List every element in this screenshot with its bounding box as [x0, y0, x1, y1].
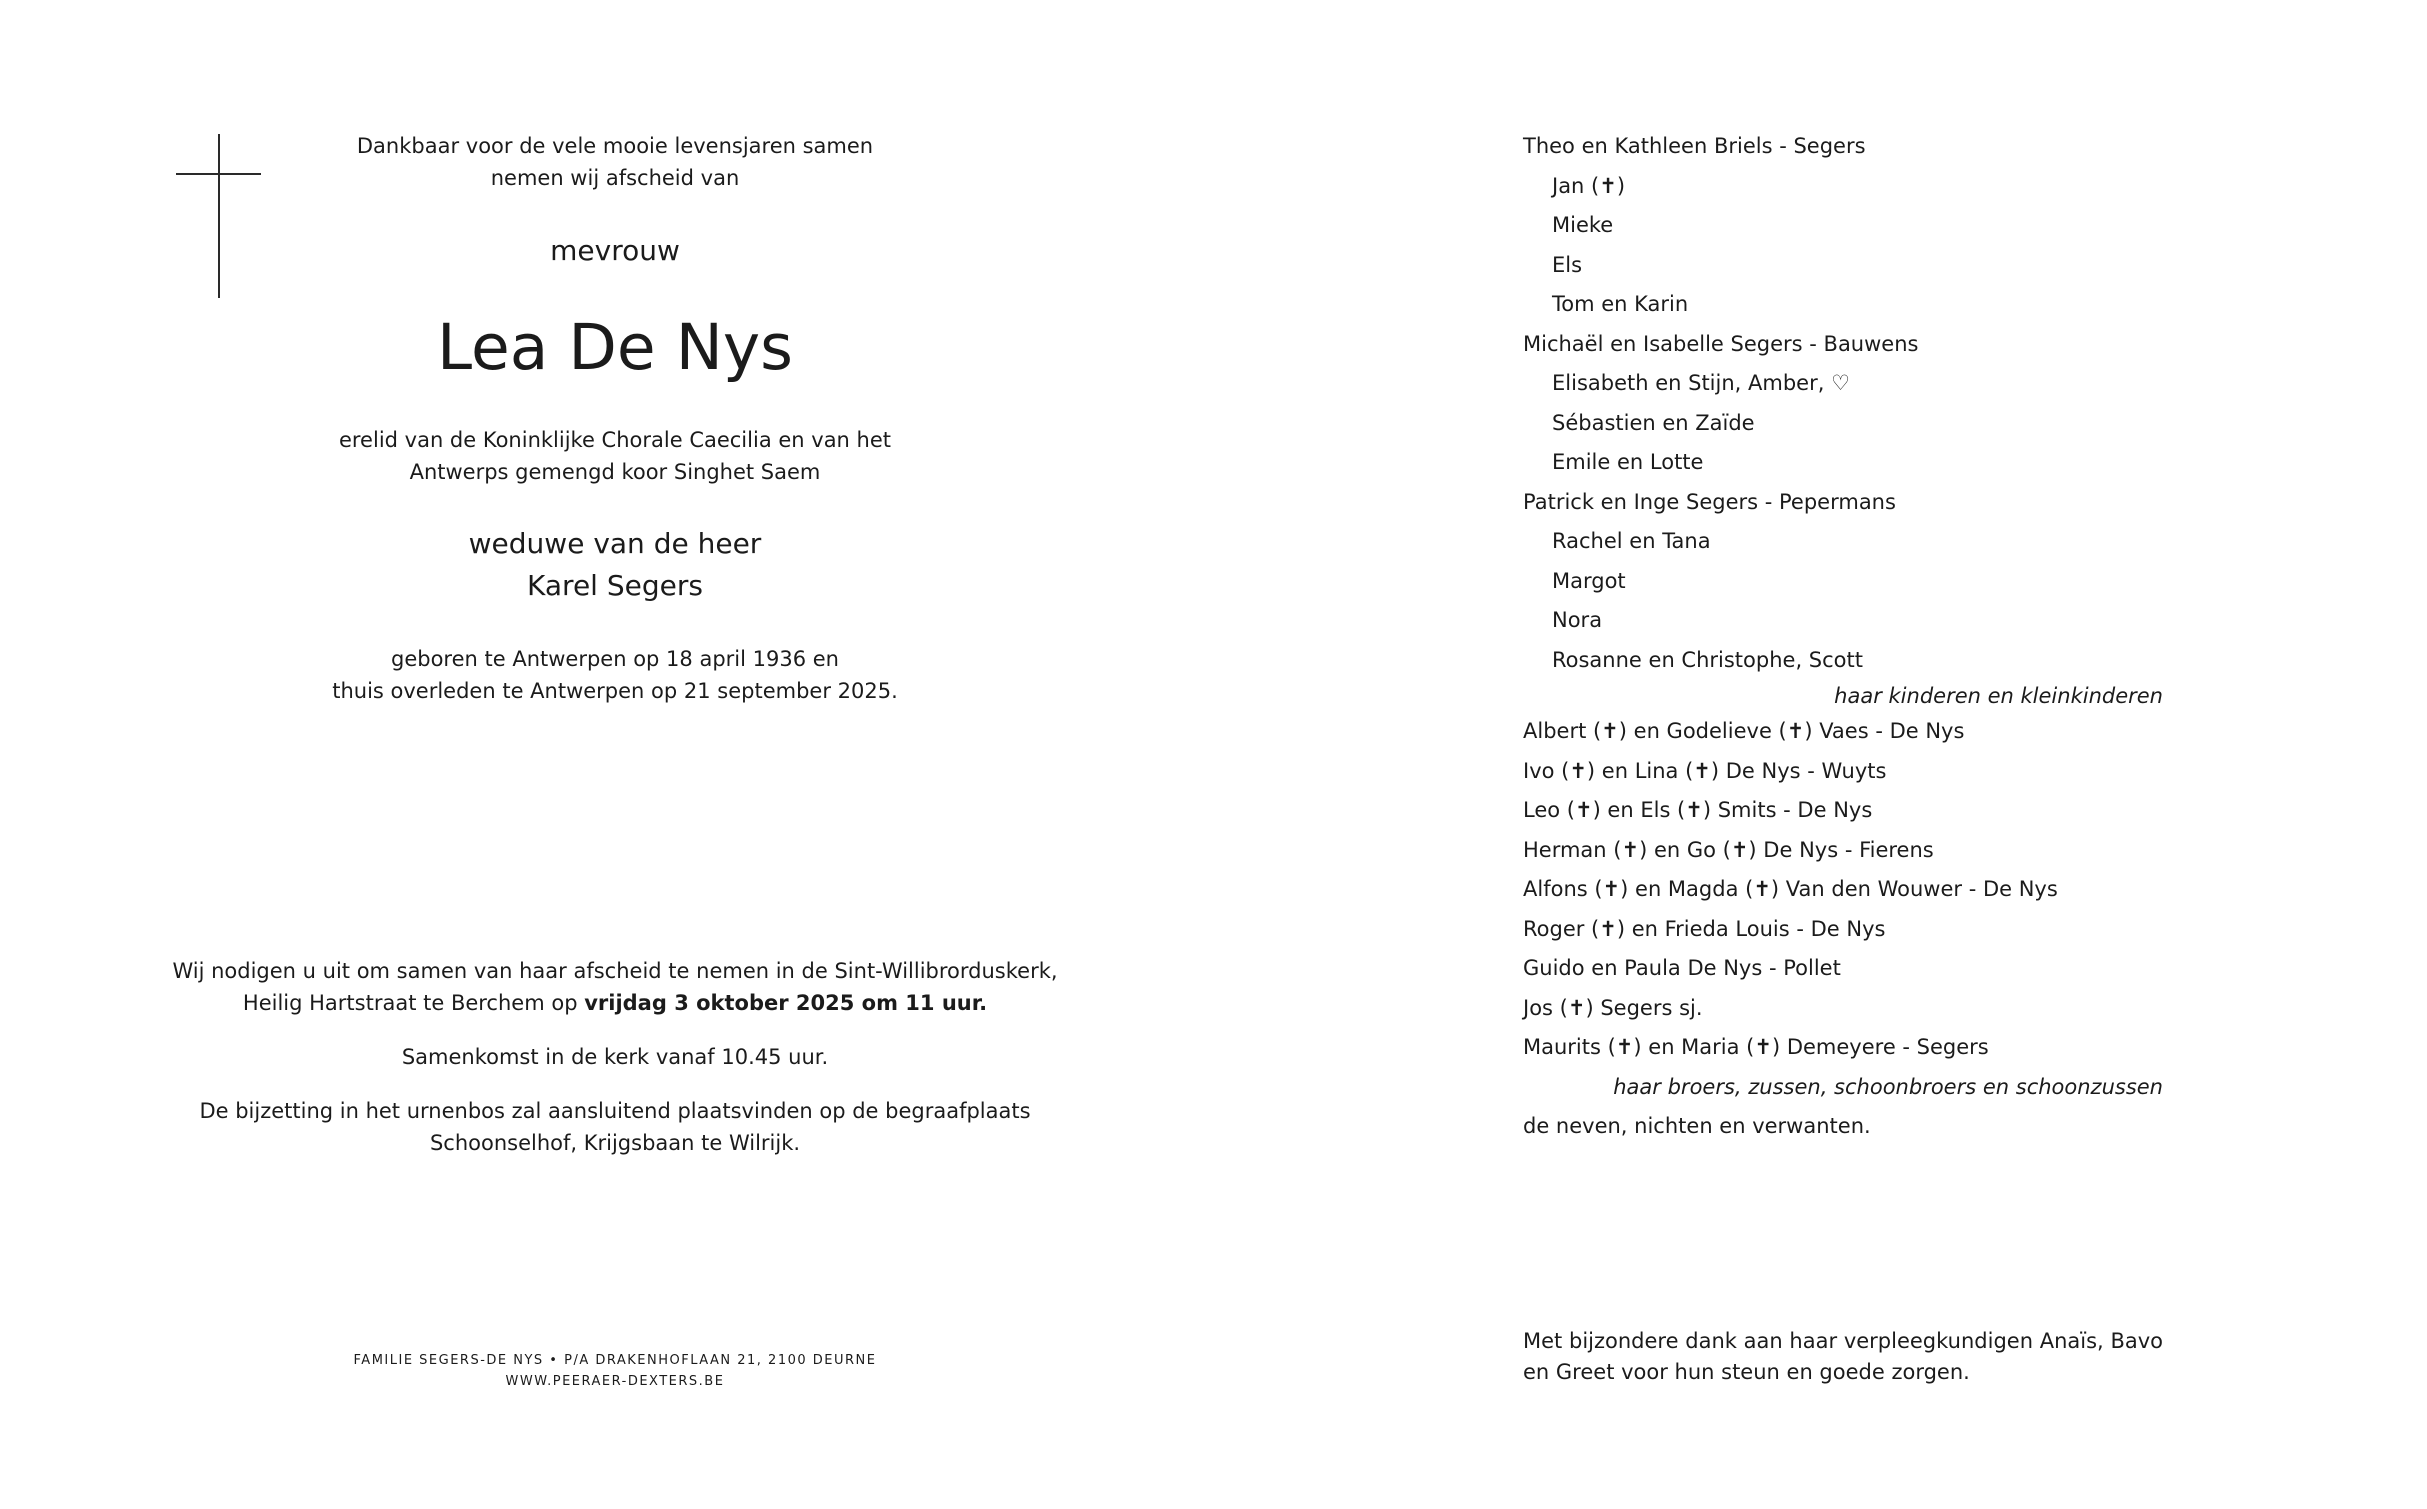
salutation: mevrouw — [550, 234, 680, 267]
sibling: Ivo (✝) en Lina (✝) De Nys - Wuyts — [1523, 758, 1887, 783]
intro-text — [160, 130, 1070, 194]
invitation-location: Heilig Hartstraat te Berchem op — [242, 991, 585, 1015]
widow-text — [160, 523, 1070, 607]
membership-line: Antwerps gemengd koor Singhet Saem — [409, 460, 821, 484]
membership-text — [160, 424, 1070, 488]
sibling: Roger (✝) en Frieda Louis - De Nys — [1523, 916, 1886, 941]
birth-death-text — [160, 643, 1070, 707]
footer-address: FAMILIE SEGERS-DE NYS • P/A DRAKENHOFLAAN 21, 2100 DEURNE — [353, 1353, 877, 1368]
siblings-note: haar broers, zussen, schoonbroers en schoonzussen — [1613, 1074, 2163, 1099]
deceased-name: Lea De Nys — [437, 311, 793, 384]
gathering-text: Samenkomst in de kerk vanaf 10.45 uur. — [401, 1045, 829, 1069]
family-member: Elisabeth en Stijn, Amber, ♡ — [1552, 371, 1850, 395]
family-member: Michaël en Isabelle Segers - Bauwens — [1523, 331, 1919, 356]
family-member: Nora — [1552, 608, 1603, 632]
children-note: haar kinderen en kleinkinderen — [1834, 684, 2163, 708]
family-member: Theo en Kathleen Briels - Segers — [1523, 134, 1866, 158]
footer — [160, 1350, 1070, 1392]
burial-text — [160, 1095, 1070, 1159]
relatives: de neven, nichten en verwanten. — [1523, 1114, 1871, 1138]
sibling: Leo (✝) en Els (✝) Smits - De Nys — [1523, 798, 1873, 822]
intro-line: nemen wij afscheid van — [490, 166, 740, 190]
invitation-line: Wij nodigen u uit om samen van haar afscheid te nemen in de Sint-Willibrorduskerk, — [172, 959, 1058, 983]
family-list — [1523, 127, 2163, 1147]
footer-website: WWW.PEERAER-DEXTERS.BE — [505, 1374, 725, 1389]
family-member: Mieke — [1552, 213, 1614, 237]
invitation-line — [160, 987, 1070, 1019]
family-member: Margot — [1552, 568, 1626, 593]
burial-line: De bijzetting in het urnenbos zal aansluitend plaatsvinden op de begraafplaats — [199, 1099, 1031, 1123]
invitation-text — [160, 955, 1070, 1019]
family-member: Patrick en Inge Segers - Pepermans — [1523, 489, 1896, 514]
family-member: Rachel en Tana — [1552, 529, 1711, 553]
family-member: Tom en Karin — [1552, 292, 1689, 316]
birth-line: geboren te Antwerpen op 18 april 1936 en — [391, 647, 839, 671]
family-member: Sébastien en Zaïde — [1552, 410, 1755, 435]
sibling: Jos (✝) Segers sj. — [1523, 995, 1703, 1020]
sibling: Albert (✝) en Godelieve (✝) Vaes - De Nys — [1523, 719, 1965, 743]
sibling: Alfons (✝) en Magda (✝) Van den Wouwer - De Nys — [1523, 877, 2058, 901]
ceremony-date: vrijdag 3 oktober 2025 om 11 uur. — [584, 991, 988, 1015]
family-member: Els — [1552, 252, 1583, 277]
thanks-text: Met bijzondere dank aan haar verpleegkundigen Anaïs, Bavo en Greet voor hun steun en goede zorgen. — [1523, 1329, 2163, 1384]
sibling: Guido en Paula De Nys - Pollet — [1523, 956, 1841, 980]
intro-line: Dankbaar voor de vele mooie levensjaren samen — [356, 134, 874, 158]
sibling: Maurits (✝) en Maria (✝) Demeyere - Segers — [1523, 1035, 1989, 1059]
family-member: Rosanne en Christophe, Scott — [1552, 647, 1863, 672]
family-member: Emile en Lotte — [1552, 450, 1704, 474]
death-line: thuis overleden te Antwerpen op 21 september 2025. — [332, 679, 898, 703]
membership-line: erelid van de Koninklijke Chorale Caecilia en van het — [338, 428, 892, 452]
burial-line: Schoonselhof, Krijgsbaan te Wilrijk. — [429, 1131, 801, 1155]
family-member: Jan (✝) — [1552, 173, 1626, 198]
sibling: Herman (✝) en Go (✝) De Nys - Fierens — [1523, 837, 1934, 862]
widow-line: weduwe van de heer — [468, 527, 762, 560]
widow-line: Karel Segers — [527, 569, 703, 602]
